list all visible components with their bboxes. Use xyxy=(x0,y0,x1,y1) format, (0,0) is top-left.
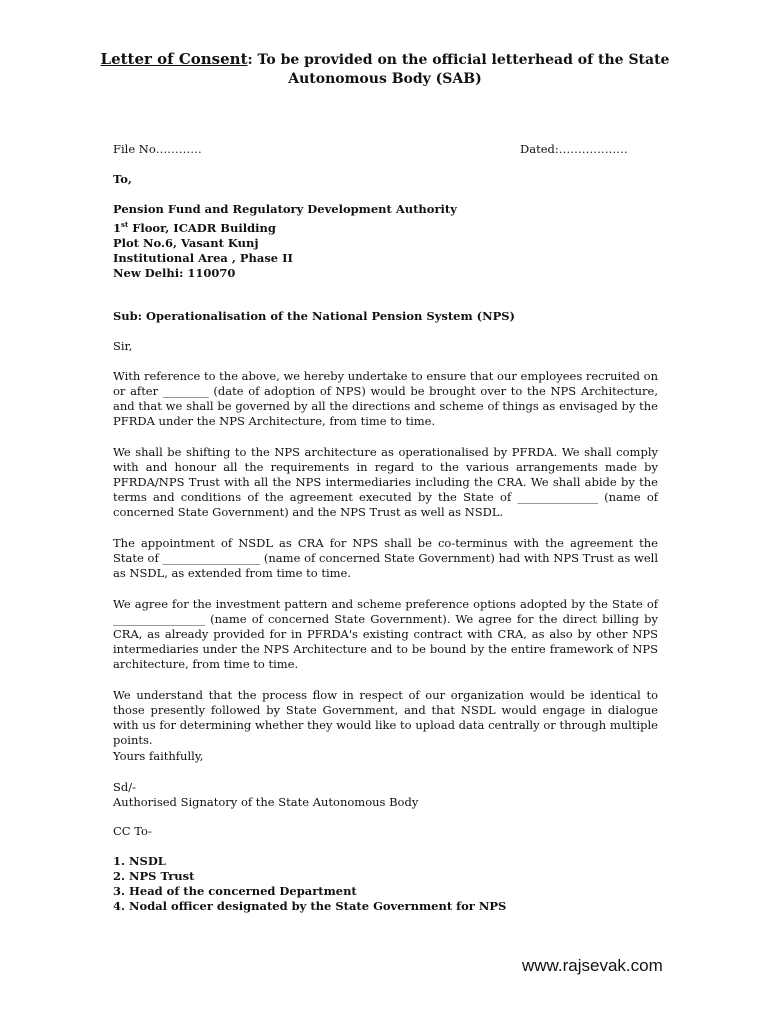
address-line: Institutional Area , Phase II xyxy=(113,250,293,265)
body-paragraph: We agree for the investment pattern and scheme preference options adopted by the State of ________________ (name of concerned State Government). We agree for the direct billing by CRA, as already provided for in PFRDA's existing contract with CRA, as also by other NPS intermediaries under the NPS Architecture and to be bound by the entire framework of NPS architecture, from time to time. xyxy=(113,597,658,671)
subject-line: Sub: Operationalisation of the National Pension System (NPS) xyxy=(113,309,516,323)
cc-item: 2. NPS Trust xyxy=(113,869,195,883)
dated: Dated:……………… xyxy=(520,142,628,156)
address-line: New Delhi: 110070 xyxy=(113,265,236,280)
body-paragraph: We shall be shifting to the NPS architecture as operationalised by PFRDA. We shall comply with and honour all the requirements in regard to the various arrangements made by PFRDA/NPS Trust with all the NPS intermediaries including the CRA. We shall abide by the terms and conditions of the agreement executed by the State of ______________ (name of concerned State Government) and the NPS Trust as well as NSDL. xyxy=(113,445,658,519)
cc-item: 3. Head of the concerned Department xyxy=(113,884,357,898)
cc-list xyxy=(113,854,506,914)
closing: Yours faithfully, xyxy=(113,749,204,763)
greeting: Sir, xyxy=(113,339,133,353)
signature-sd: Sd/- xyxy=(113,780,136,794)
address-line: Pension Fund and Regulatory Development Authority xyxy=(113,202,457,216)
signatory: Authorised Signatory of the State Autonomous Body xyxy=(113,795,419,809)
watermark-url: www.rajsevak.com xyxy=(522,956,663,975)
body-paragraph: With reference to the above, we hereby undertake to ensure that our employees recruited on or after ________ (date of adoption of NPS) would be brought over to the NPS Architecture, and that we shall be governed by all the directions and scheme of things as envisaged by the PFRDA under the NPS Architecture, from time to time. xyxy=(113,369,658,428)
address-line: 1st Floor, ICADR Building xyxy=(113,220,276,235)
file-no: File No………… xyxy=(113,142,202,156)
body-paragraph: We understand that the process flow in respect of our organization would be identical to those presently followed by State Government, and that NSDL would engage in dialogue with us for determining whether they would like to upload data centrally or through multiple points. xyxy=(113,688,658,747)
title-underlined: Letter of Consent xyxy=(100,50,248,68)
to-label: To, xyxy=(113,172,132,186)
body-paragraph: The appointment of NSDL as CRA for NPS shall be co-terminus with the agreement the State of _________________ (name of concerned State Government) had with NPS Trust as well as NSDL, as extended from time to time. xyxy=(113,536,658,580)
cc-item: 4. Nodal officer designated by the State Government for NPS xyxy=(113,899,507,913)
cc-item: 1. NSDL xyxy=(113,854,166,868)
address-line: Plot No.6, Vasant Kunj xyxy=(113,235,259,250)
letter-title xyxy=(100,50,670,89)
title-rest: : To be provided on the official letterhead of the State xyxy=(247,52,670,68)
recipient-address xyxy=(113,202,457,281)
title-line2: Autonomous Body (SAB) xyxy=(288,71,482,87)
file-line xyxy=(113,142,658,156)
cc-heading: CC To- xyxy=(113,824,152,838)
